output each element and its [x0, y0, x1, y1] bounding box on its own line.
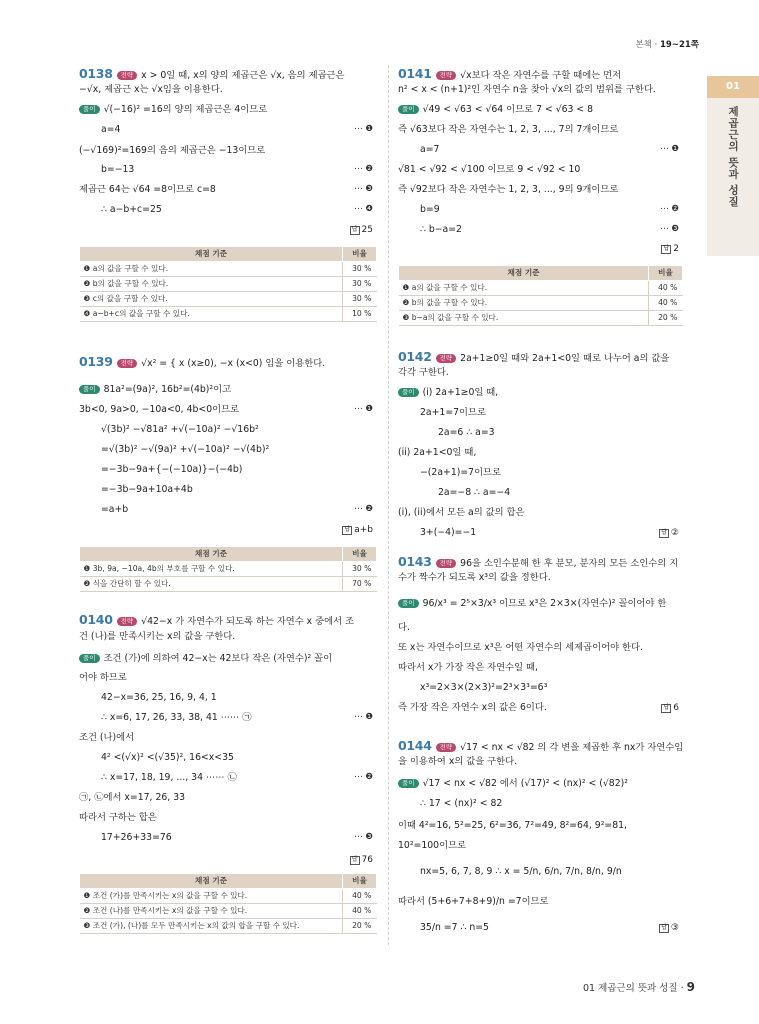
answer-icon: 답: [351, 226, 358, 233]
page-footer: 01 제곱근의 뜻과 성질 · 9: [583, 980, 695, 994]
answer: 답 25: [351, 225, 373, 235]
table-row: ❷ b의 값을 구할 수 있다. 30 %: [80, 277, 377, 292]
solution-line: ∴ b−a=2: [420, 224, 462, 235]
solution-line: √81 < √92 < √100 이므로 9 < √92 < 10: [398, 164, 581, 175]
table-row: ❶ 3b, 9a, −10a, 4b의 부호를 구할 수 있다. 30 %: [80, 562, 377, 577]
answer: 답 6: [663, 703, 679, 713]
solution-line: 10²=100이므로: [398, 840, 467, 851]
table-row: ❸ b−a의 값을 구할 수 있다. 20 %: [399, 311, 683, 326]
table-header: 비율: [649, 266, 683, 281]
answer-icon: 답: [344, 526, 351, 533]
table-row: ❸ 조건 (가), (나)를 모두 만족시키는 x의 값의 합을 구할 수 있다. 20 %: [80, 919, 377, 934]
step-marker: ⋯ ❹: [354, 204, 373, 214]
strategy-text: 건 (나)를 만족시키는 x의 값을 구한다.: [79, 631, 236, 642]
strategy-text: x > 0일 때, x의 양의 제곱근은 √x, 음의 제곱근은: [141, 70, 345, 81]
problem-number: 0140: [79, 612, 113, 627]
step-marker: ⋯ ❶: [354, 712, 373, 722]
solution-line: 81a²=(9a)², 16b²=(4b)²이고: [103, 384, 232, 395]
table-row: ❹ a−b+c의 값을 구할 수 있다. 10 %: [80, 307, 377, 322]
solution-line: 조건 (가)에 의하여 42−x는 42보다 작은 (자연수)² 꼴이: [103, 653, 333, 664]
table-row: ❶ 조건 (가)를 만족시키는 x의 값을 구할 수 있다. 40 %: [80, 889, 377, 904]
step-marker: ⋯ ❶: [354, 124, 373, 134]
answer: 답 ②: [661, 528, 679, 538]
solution-tag: 풀이: [398, 599, 419, 608]
solution-line: 따라서 (5+6+7+8+9)/n =7이므로: [398, 896, 549, 907]
solution-line: √49 < √63 < √64 이므로 7 < √63 < 8: [422, 104, 594, 115]
step-marker: ⋯ ❸: [354, 184, 373, 194]
problem-number: 0138: [79, 66, 113, 81]
solution-tag: 풀이: [79, 385, 100, 394]
solution-line: √17 < nx < √82 에서 (√17)² < (nx)² < (√82)²: [422, 778, 628, 789]
strategy-tag: 전략: [436, 71, 457, 80]
solution-line: 즉 가장 작은 자연수 x의 값은 6이다.: [398, 702, 547, 713]
solution-line: a=7: [420, 144, 440, 155]
answer-icon: 답: [351, 856, 358, 863]
step-marker: ⋯ ❸: [354, 832, 373, 842]
answer-icon: 답: [661, 924, 667, 931]
strategy-tag: 전략: [436, 743, 457, 752]
strategy-text: 2a+1≥0일 때와 2a+1<0일 때로 나누어 a의 값을: [460, 353, 670, 364]
solution-line: 따라서 구하는 합은: [79, 812, 157, 823]
page-reference: 본책 · 19~21쪽: [635, 40, 699, 50]
strategy-text: √x² = { x (x≥0), −x (x<0) 임을 이용한다.: [141, 358, 326, 369]
step-marker: ⋯ ❷: [354, 504, 373, 514]
solution-tag: 풀이: [398, 779, 419, 788]
solution-line: −(2a+1)=7이므로: [420, 467, 502, 478]
answer-icon: 답: [661, 529, 667, 536]
solution-line: 4² <(√x)² <(√35)², 16<x<35: [101, 752, 234, 763]
step-marker: ⋯ ❸: [660, 224, 679, 234]
solution-tag: 풀이: [398, 105, 419, 114]
strategy-text: 96을 소인수분해 한 후 분모, 분자의 모든 소인수의 지: [460, 558, 679, 569]
solution-line: 3b<0, 9a>0, −10a<0, 4b<0이므로: [79, 404, 240, 415]
table-header: 비율: [343, 247, 377, 262]
table-row: ❶ a의 값을 구할 수 있다. 40 %: [399, 281, 683, 296]
solution-line: 35/n =7 ∴ n=5: [420, 922, 489, 933]
answer: 답 a+b: [344, 525, 373, 535]
table-header: 채점 기준: [80, 247, 343, 262]
solution-line: =a+b: [101, 504, 129, 515]
table-header: 채점 기준: [399, 266, 649, 281]
solution-line: b=9: [420, 204, 440, 215]
solution-line: 3+(−4)=−1: [420, 527, 477, 538]
strategy-text: √17 < nx < √82 의 각 변을 제곱한 후 nx가 자연수임: [460, 742, 684, 753]
step-marker: ⋯ ❶: [660, 144, 679, 154]
solution-line: 따라서 x가 가장 작은 자연수일 때,: [398, 662, 538, 673]
strategy-tag: 전략: [117, 71, 138, 80]
solution-line: 또 x는 자연수이므로 x³은 어떤 자연수의 세제곱이어야 한다.: [398, 642, 643, 653]
answer: 답 76: [351, 855, 373, 865]
answer: 답 2: [663, 244, 679, 254]
table-header: 비율: [343, 547, 377, 562]
solution-line: 17+26+33=76: [101, 832, 172, 843]
table-row: ❷ 식을 간단히 할 수 있다. 70 %: [80, 577, 377, 592]
scoring-table-0141: [398, 265, 683, 326]
answer-icon: 답: [663, 704, 670, 711]
solution-line: (i) 2a+1≥0일 때,: [422, 387, 499, 398]
strategy-text: √42−x 가 자연수가 되도록 하는 자연수 x 중에서 조: [141, 616, 355, 627]
chapter-side-tab[interactable]: [707, 76, 759, 256]
strategy-tag: 전략: [436, 354, 457, 363]
solution-line: (i), (ii)에서 모든 a의 값의 합은: [398, 507, 525, 518]
problem-number: 0142: [398, 349, 432, 364]
table-header: 채점 기준: [80, 874, 343, 889]
step-marker: ⋯ ❷: [354, 772, 373, 782]
table-header: 비율: [343, 874, 377, 889]
column-divider: [388, 65, 389, 945]
strategy-text: n² < x < (n+1)²인 자연수 n을 찾아 √x의 값의 범위를 구한다.: [398, 84, 656, 95]
problem-number: 0141: [398, 66, 432, 81]
strategy-tag: 전략: [117, 359, 138, 368]
strategy-tag: 전략: [117, 617, 138, 626]
chapter-title: 제곱근의 뜻과 성질: [727, 106, 740, 208]
solution-line: a=4: [101, 124, 121, 135]
scoring-table-0140: [79, 873, 377, 934]
problem-number: 0139: [79, 354, 113, 369]
solution-line: =−3b−9a+10a+4b: [101, 484, 193, 495]
strategy-tag: 전략: [436, 559, 457, 568]
solution-line: 조건 (나)에서: [79, 732, 135, 743]
solution-line: 즉 √92보다 작은 자연수는 1, 2, 3, ..., 9의 9개이므로: [398, 184, 619, 195]
strategy-text: √x보다 작은 자연수를 구할 때에는 먼저: [460, 70, 622, 81]
problem-number: 0144: [398, 738, 432, 753]
solution-tag: 풀이: [79, 654, 100, 663]
solution-tag: 풀이: [79, 105, 100, 114]
solution-line: =−3b−9a+{−(−10a)}−(−4b): [101, 464, 243, 475]
solution-line: 2a+1=7이므로: [420, 407, 486, 418]
solution-line: (−√169)²=169의 음의 제곱근은 −13이므로: [79, 145, 266, 156]
solution-line: 42−x=36, 25, 16, 9, 4, 1: [101, 692, 217, 703]
answer-icon: 답: [663, 245, 670, 252]
strategy-text: 각각 구한다.: [398, 367, 449, 378]
scoring-table-0139: [79, 546, 377, 592]
strategy-text: 을 이용하여 x의 값을 구한다.: [398, 756, 518, 767]
solution-line: 2a=−8 ∴ a=−4: [438, 487, 511, 498]
table-row: ❷ 조건 (나)를 만족시키는 x의 값을 구할 수 있다. 40 %: [80, 904, 377, 919]
solution-line: ∴ x=17, 18, 19, ..., 34 ⋯⋯ ㉡: [101, 772, 237, 783]
solution-line: (ii) 2a+1<0일 때,: [398, 447, 477, 458]
answer: 답 ③: [661, 923, 679, 933]
solution-line: 제곱근 64는 √64 =8이므로 c=8: [79, 184, 216, 195]
solution-line: ㉠, ㉡에서 x=17, 26, 33: [79, 792, 186, 803]
table-header: 채점 기준: [80, 547, 343, 562]
solution-line: nx=5, 6, 7, 8, 9 ∴ x = 5/n, 6/n, 7/n, 8/n, 9/n: [420, 866, 622, 877]
solution-line: 2a=6 ∴ a=3: [438, 427, 495, 438]
solution-line: ∴ a−b+c=25: [101, 204, 162, 215]
solution-line: x³=2×3×(2×3)²=2³×3³=6³: [420, 682, 548, 693]
solution-line: 이때 4²=16, 5²=25, 6²=36, 7²=49, 8²=64, 9²=81,: [398, 820, 627, 831]
solution-tag: 풀이: [398, 388, 419, 397]
step-marker: ⋯ ❶: [354, 404, 373, 414]
solution-line: √(−16)² =16의 양의 제곱근은 4이므로: [103, 104, 268, 115]
problem-number: 0143: [398, 554, 432, 569]
step-marker: ⋯ ❷: [660, 204, 679, 214]
solution-line: =√(3b)² −√(9a)² +√(−10a)² −√(4b)²: [101, 444, 270, 455]
step-marker: ⋯ ❷: [354, 164, 373, 174]
solution-line: 어야 하므로: [79, 672, 127, 683]
solution-line: ∴ 17 < (nx)² < 82: [420, 798, 503, 809]
chapter-number: 01: [707, 76, 759, 98]
solution-line: b=−13: [101, 164, 135, 175]
solution-line: √(3b)² −√81a² +√(−10a)² −√16b²: [101, 424, 259, 435]
strategy-text: 수가 짝수가 되도록 x³의 값을 정한다.: [398, 572, 551, 583]
solution-line: 96/x³ = 2⁵×3/x³ 이므로 x³은 2×3×(자연수)² 꼴이어야 한: [422, 598, 667, 609]
solution-line: 즉 √63보다 작은 자연수는 1, 2, 3, ..., 7의 7개이므로: [398, 124, 619, 135]
solution-line: 다.: [398, 622, 410, 633]
table-row: ❸ c의 값을 구할 수 있다. 30 %: [80, 292, 377, 307]
strategy-text: −√x, 제곱근 x는 √x임을 이용한다.: [79, 84, 223, 95]
solution-line: ∴ x=6, 17, 26, 33, 38, 41 ⋯⋯ ㉠: [101, 712, 252, 723]
scoring-table-0138: [79, 246, 377, 322]
table-row: ❷ b의 값을 구할 수 있다. 40 %: [399, 296, 683, 311]
table-row: ❶ a의 값을 구할 수 있다. 30 %: [80, 262, 377, 277]
